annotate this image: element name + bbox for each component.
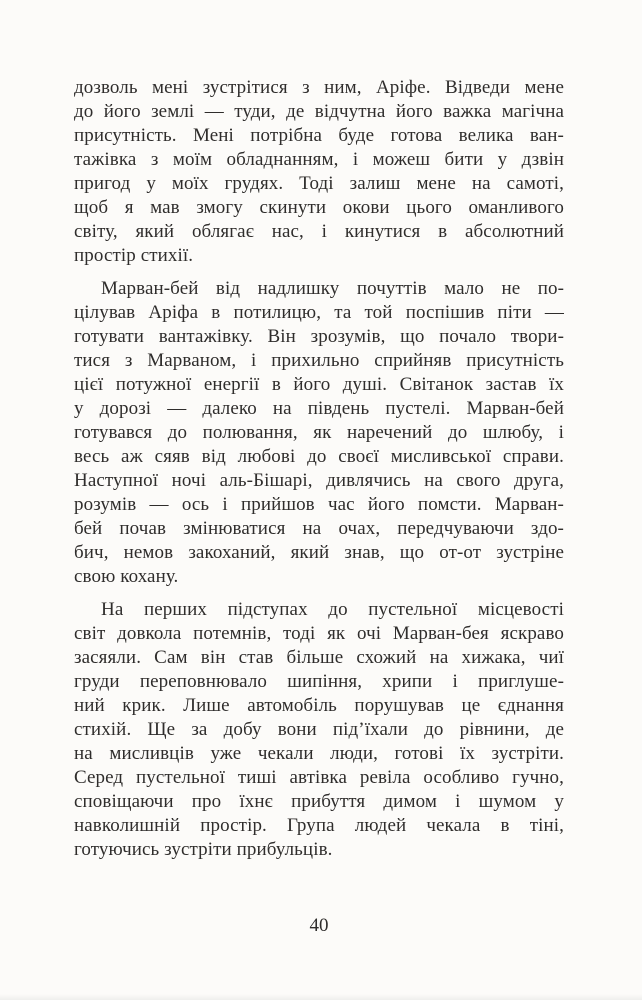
text-line: простір стихії. [74,245,194,266]
text-line: Марван-бей від надлишку почуттів мало не по- [101,278,564,299]
text-line: розумів — ось і прийшов час його помсти. Марван- [74,494,564,515]
text-line: весь аж сяяв від любові до своєї мисливської справи. [74,446,564,467]
text-line: сповіщаючи про їхнє прибуття димом і шумом у [74,791,564,812]
text-line: присутність. Мені потрібна буде готова велика ван- [74,125,564,146]
text-line: щоб я мав змогу скинути окови цього оманливого [74,197,564,218]
text-line: стихій. Ще за добу вони під’їхали до рівнини, де [74,719,564,740]
paragraph [74,598,564,862]
text-line: світу, який облягає нас, і кинутися в абсолютний [74,221,564,242]
text-line: на мисливців уже чекали люди, готові їх зустріти. [74,743,564,764]
text-line: навколишній простір. Група людей чекала в тіні, [74,815,564,836]
text-line: у дорозі — далеко на південь пустелі. Марван-бей [74,398,564,419]
text-line: готуючись зустріти прибульців. [74,839,333,860]
text-line: готувався до полювання, як наречений до шлюбу, і [74,422,564,443]
text-line: цієї потужної енергії в його душі. Світанок застав їх [74,374,564,395]
text-line: тися з Марваном, і прихильно сприйняв присутність [74,350,564,371]
text-line: бич, немов закоханий, який знав, що от-от зустріне [74,542,564,563]
text-line: цілував Аріфа в потилицю, та той поспішив піти — [74,302,564,323]
text-line: пригод у моїх грудях. Тоді залиш мене на самоті, [74,173,564,194]
text-line: На перших підступах до пустельної місцевості [101,599,564,620]
text-line: тажівка з моїм обладнанням, і можеш бити у дзвін [74,149,564,170]
paragraph [74,277,564,589]
text-line: груди переповнювало шипіння, хрипи і приглуше- [74,671,564,692]
text-line: готувати вантажівку. Він зрозумів, що почало твори- [74,326,564,347]
text-line: ний крик. Лише автомобіль порушував це єднання [74,695,564,716]
text-line: Наступної ночі аль-Бішарі, дивлячись на свого друга, [74,470,564,491]
page-text [74,76,564,862]
text-line: до його землі — туди, де відчутна його важка магічна [74,101,564,122]
text-line: свою кохану. [74,566,179,587]
paragraph [74,76,564,268]
text-line: засяяли. Сам він став більше схожий на хижака, чиї [74,647,564,668]
text-line: світ довкола потемнів, тоді як очі Марван-бея яскраво [74,623,564,644]
text-line: бей почав змінюватися на очах, передчуваючи здо- [74,518,564,539]
text-line: дозволь мені зустрітися з ним, Аріфе. Відведи мене [74,77,564,98]
text-line: Серед пустельної тиші автівка ревіла особливо гучно, [74,767,564,788]
page-number: 40 [309,915,329,936]
